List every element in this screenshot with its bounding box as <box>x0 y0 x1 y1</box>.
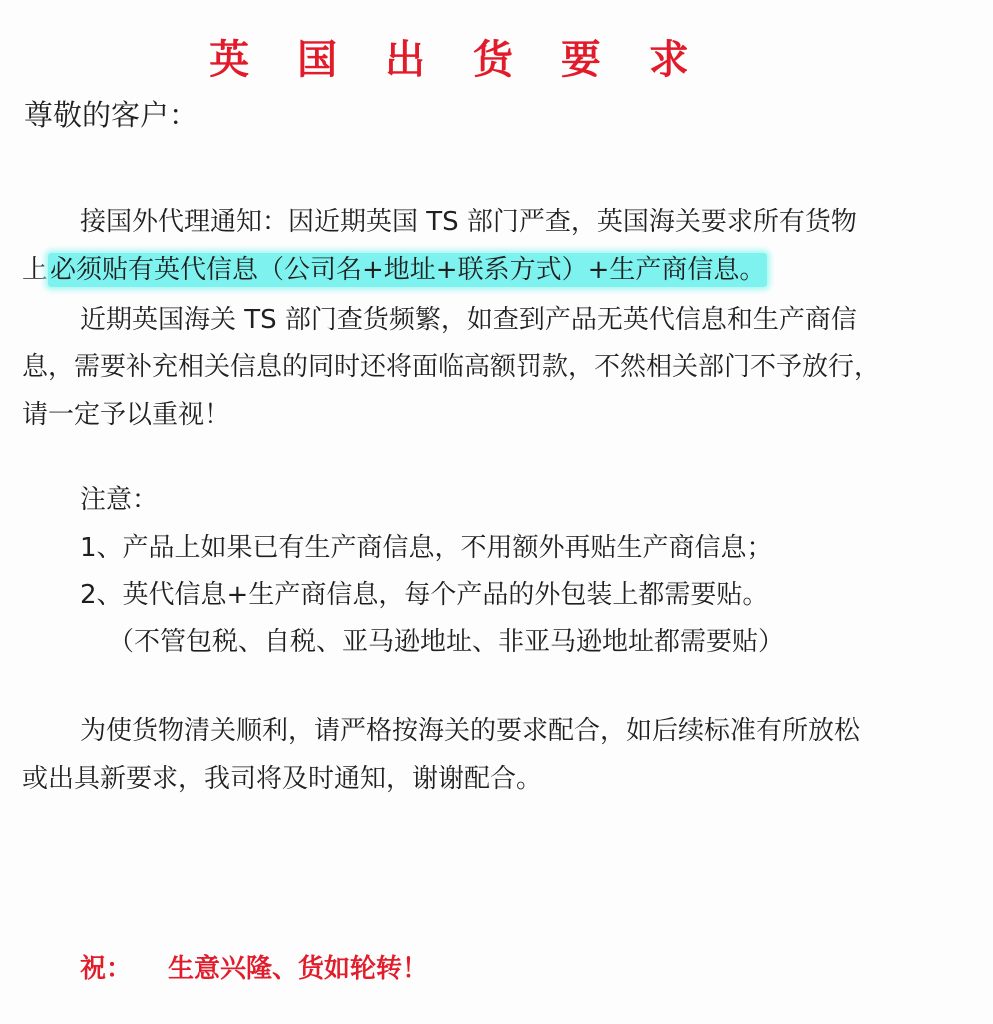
document-title: 英 国 出 货 要 求 <box>209 37 706 83</box>
paragraph2-line3: 请一定予以重视！ <box>22 400 231 430</box>
greeting: 尊敬的客户： <box>24 98 199 132</box>
closing-wish <box>80 948 428 985</box>
note-item-2-sub: （不管包税、自税、亚马逊地址、非亚马逊地址都需要贴） <box>108 627 785 657</box>
paragraph3-line1: 为使货物清关顺利，请严格按海关的要求配合，如后续标准有所放松 <box>80 716 861 746</box>
paragraph1-line2 <box>22 253 767 287</box>
note-item-2: 2、英代信息+生产商信息，每个产品的外包装上都需要贴。 <box>80 580 769 610</box>
notes-heading: 注意： <box>80 485 159 515</box>
paragraph2-line2: 息，需要补充相关信息的同时还将面临高额罚款，不然相关部门不予放行， <box>22 352 881 382</box>
closing-label: 祝： <box>80 954 133 984</box>
note-item-1: 1、产品上如果已有生产商信息，不用额外再贴生产商信息； <box>80 533 773 563</box>
paragraph3-line2: 或出具新要求，我司将及时通知，谢谢配合。 <box>22 764 543 794</box>
closing-text: 生意兴隆、货如轮转！ <box>168 954 429 984</box>
paragraph1-line2-prefix: 上 <box>22 255 49 285</box>
paragraph2-line1: 近期英国海关 TS 部门查货频繁，如查到产品无英代信息和生产商信 <box>80 305 857 335</box>
paragraph1-line1: 接国外代理通知：因近期英国 TS 部门严查，英国海关要求所有货物 <box>80 207 857 237</box>
highlighted-requirement: 必须贴有英代信息（公司名+地址+联系方式）+生产商信息。 <box>50 255 766 285</box>
